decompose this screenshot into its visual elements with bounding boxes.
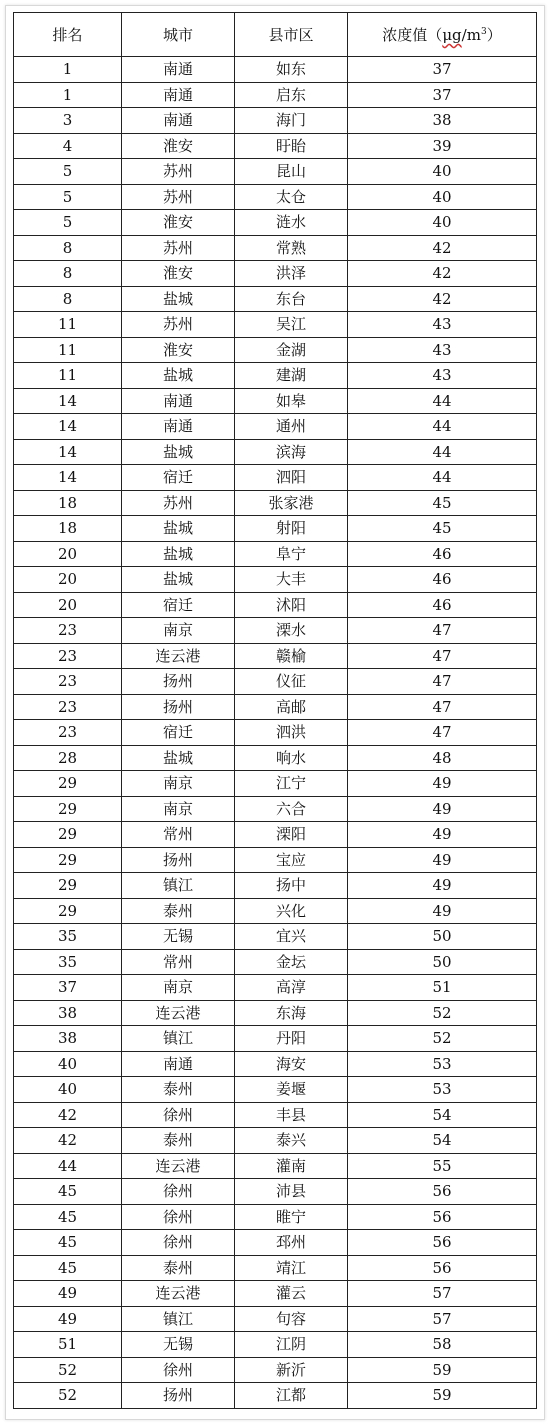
cell-rank: 35: [14, 949, 122, 975]
cell-rank: 28: [14, 745, 122, 771]
cell-value: 46: [348, 592, 537, 618]
table-row: [14, 159, 537, 185]
table-row: [14, 1153, 537, 1179]
cell-district: 高淳: [235, 975, 348, 1001]
cell-district: 扬中: [235, 873, 348, 899]
cell-value: 38: [348, 108, 537, 134]
cell-rank: 38: [14, 1000, 122, 1026]
cell-value: 54: [348, 1102, 537, 1128]
cell-value: 44: [348, 388, 537, 414]
table-row: [14, 1281, 537, 1307]
cell-district: 泗洪: [235, 720, 348, 746]
cell-rank: 45: [14, 1204, 122, 1230]
cell-city: 镇江: [122, 1306, 235, 1332]
cell-city: 镇江: [122, 1026, 235, 1052]
table-row: [14, 1102, 537, 1128]
cell-district: 海安: [235, 1051, 348, 1077]
table-row: [14, 235, 537, 261]
header-row: [14, 13, 537, 57]
cell-value: 44: [348, 465, 537, 491]
cell-value: 52: [348, 1026, 537, 1052]
table-row: [14, 388, 537, 414]
cell-value: 42: [348, 235, 537, 261]
cell-city: 南京: [122, 796, 235, 822]
cell-city: 宿迁: [122, 720, 235, 746]
header-value: [348, 13, 537, 57]
cell-city: 连云港: [122, 643, 235, 669]
cell-rank: 14: [14, 465, 122, 491]
table-row: [14, 643, 537, 669]
cell-value: 50: [348, 949, 537, 975]
cell-value: 37: [348, 82, 537, 108]
cell-value: 40: [348, 184, 537, 210]
cell-city: 连云港: [122, 1281, 235, 1307]
cell-district: 六合: [235, 796, 348, 822]
cell-rank: 40: [14, 1051, 122, 1077]
cell-district: 东台: [235, 286, 348, 312]
cell-city: 盐城: [122, 541, 235, 567]
cell-district: 江都: [235, 1383, 348, 1409]
cell-value: 44: [348, 414, 537, 440]
cell-rank: 5: [14, 159, 122, 185]
cell-value: 55: [348, 1153, 537, 1179]
cell-district: 新沂: [235, 1357, 348, 1383]
table-row: [14, 1026, 537, 1052]
cell-rank: 1: [14, 82, 122, 108]
cell-value: 39: [348, 133, 537, 159]
cell-city: 南通: [122, 414, 235, 440]
cell-city: 淮安: [122, 133, 235, 159]
cell-value: 49: [348, 771, 537, 797]
cell-city: 淮安: [122, 210, 235, 236]
table-row: [14, 363, 537, 389]
cell-rank: 29: [14, 847, 122, 873]
cell-district: 泰兴: [235, 1128, 348, 1154]
cell-city: 苏州: [122, 490, 235, 516]
cell-city: 扬州: [122, 694, 235, 720]
cell-city: 盐城: [122, 567, 235, 593]
cell-district: 句容: [235, 1306, 348, 1332]
header-value-unit-mu: μg: [442, 26, 462, 44]
cell-city: 宿迁: [122, 592, 235, 618]
cell-rank: 40: [14, 1077, 122, 1103]
cell-district: 启东: [235, 82, 348, 108]
cell-district: 灌南: [235, 1153, 348, 1179]
cell-rank: 52: [14, 1383, 122, 1409]
cell-rank: 29: [14, 822, 122, 848]
cell-value: 56: [348, 1179, 537, 1205]
cell-district: 涟水: [235, 210, 348, 236]
table-row: [14, 1000, 537, 1026]
cell-rank: 42: [14, 1102, 122, 1128]
cell-district: 张家港: [235, 490, 348, 516]
cell-city: 淮安: [122, 261, 235, 287]
table-row: [14, 873, 537, 899]
cell-district: 高邮: [235, 694, 348, 720]
table-row: [14, 439, 537, 465]
cell-rank: 11: [14, 312, 122, 338]
table-row: [14, 949, 537, 975]
cell-rank: 11: [14, 363, 122, 389]
cell-rank: 11: [14, 337, 122, 363]
table-row: [14, 312, 537, 338]
table-row: [14, 465, 537, 491]
table-row: [14, 1255, 537, 1281]
cell-district: 常熟: [235, 235, 348, 261]
cell-value: 59: [348, 1357, 537, 1383]
cell-rank: 18: [14, 516, 122, 542]
cell-rank: 42: [14, 1128, 122, 1154]
cell-rank: 44: [14, 1153, 122, 1179]
cell-district: 仪征: [235, 669, 348, 695]
table-row: [14, 1179, 537, 1205]
table-row: [14, 1383, 537, 1409]
cell-city: 泰州: [122, 1128, 235, 1154]
table-row: [14, 490, 537, 516]
cell-district: 兴化: [235, 898, 348, 924]
table-row: [14, 745, 537, 771]
table-row: [14, 924, 537, 950]
cell-value: 56: [348, 1255, 537, 1281]
cell-rank: 14: [14, 414, 122, 440]
table-row: [14, 516, 537, 542]
cell-rank: 8: [14, 261, 122, 287]
cell-rank: 51: [14, 1332, 122, 1358]
cell-value: 49: [348, 847, 537, 873]
table-row: [14, 286, 537, 312]
cell-district: 灌云: [235, 1281, 348, 1307]
cell-value: 50: [348, 924, 537, 950]
cell-district: 江宁: [235, 771, 348, 797]
header-value-unit-rest: /m: [461, 26, 481, 44]
cell-value: 43: [348, 337, 537, 363]
cell-value: 43: [348, 363, 537, 389]
cell-city: 南通: [122, 82, 235, 108]
cell-city: 南京: [122, 771, 235, 797]
cell-city: 徐州: [122, 1179, 235, 1205]
cell-city: 南京: [122, 618, 235, 644]
cell-rank: 14: [14, 439, 122, 465]
cell-rank: 35: [14, 924, 122, 950]
cell-value: 47: [348, 694, 537, 720]
cell-city: 盐城: [122, 745, 235, 771]
cell-city: 宿迁: [122, 465, 235, 491]
table-row: [14, 184, 537, 210]
cell-district: 滨海: [235, 439, 348, 465]
cell-city: 徐州: [122, 1102, 235, 1128]
cell-district: 昆山: [235, 159, 348, 185]
cell-district: 盱眙: [235, 133, 348, 159]
cell-district: 建湖: [235, 363, 348, 389]
cell-value: 47: [348, 669, 537, 695]
table-row: [14, 337, 537, 363]
cell-value: 56: [348, 1230, 537, 1256]
cell-value: 42: [348, 261, 537, 287]
cell-district: 溧阳: [235, 822, 348, 848]
cell-district: 响水: [235, 745, 348, 771]
cell-value: 44: [348, 439, 537, 465]
table-row: [14, 210, 537, 236]
cell-district: 射阳: [235, 516, 348, 542]
table-row: [14, 1128, 537, 1154]
cell-district: 宜兴: [235, 924, 348, 950]
cell-district: 邳州: [235, 1230, 348, 1256]
cell-city: 扬州: [122, 1383, 235, 1409]
table-row: [14, 822, 537, 848]
cell-value: 46: [348, 541, 537, 567]
header-city: 城市: [122, 13, 235, 57]
table-row: [14, 771, 537, 797]
cell-value: 49: [348, 898, 537, 924]
cell-rank: 45: [14, 1179, 122, 1205]
cell-rank: 45: [14, 1230, 122, 1256]
cell-value: 51: [348, 975, 537, 1001]
table-row: [14, 720, 537, 746]
cell-city: 无锡: [122, 924, 235, 950]
header-value-prefix: 浓度值（: [382, 26, 443, 44]
cell-city: 连云港: [122, 1153, 235, 1179]
cell-value: 53: [348, 1077, 537, 1103]
cell-district: 如东: [235, 57, 348, 83]
cell-rank: 4: [14, 133, 122, 159]
cell-rank: 14: [14, 388, 122, 414]
table-row: [14, 1332, 537, 1358]
cell-city: 盐城: [122, 286, 235, 312]
cell-city: 南通: [122, 1051, 235, 1077]
cell-value: 49: [348, 873, 537, 899]
cell-district: 洪泽: [235, 261, 348, 287]
cell-value: 49: [348, 822, 537, 848]
cell-value: 37: [348, 57, 537, 83]
cell-rank: 23: [14, 618, 122, 644]
cell-city: 南通: [122, 108, 235, 134]
cell-district: 如皋: [235, 388, 348, 414]
cell-district: 丹阳: [235, 1026, 348, 1052]
cell-rank: 29: [14, 771, 122, 797]
cell-city: 苏州: [122, 312, 235, 338]
cell-value: 49: [348, 796, 537, 822]
table-row: [14, 592, 537, 618]
cell-value: 47: [348, 720, 537, 746]
table-row: [14, 82, 537, 108]
cell-district: 赣榆: [235, 643, 348, 669]
cell-district: 阜宁: [235, 541, 348, 567]
cell-district: 沭阳: [235, 592, 348, 618]
cell-rank: 49: [14, 1281, 122, 1307]
cell-value: 47: [348, 643, 537, 669]
cell-value: 52: [348, 1000, 537, 1026]
cell-value: 56: [348, 1204, 537, 1230]
cell-rank: 8: [14, 286, 122, 312]
cell-value: 57: [348, 1306, 537, 1332]
table-row: [14, 261, 537, 287]
cell-value: 57: [348, 1281, 537, 1307]
table-row: [14, 694, 537, 720]
table-row: [14, 541, 537, 567]
cell-rank: 5: [14, 210, 122, 236]
cell-city: 常州: [122, 822, 235, 848]
cell-city: 扬州: [122, 669, 235, 695]
table-row: [14, 108, 537, 134]
cell-rank: 29: [14, 873, 122, 899]
cell-rank: 8: [14, 235, 122, 261]
cell-city: 徐州: [122, 1230, 235, 1256]
table-row: [14, 669, 537, 695]
table-row: [14, 796, 537, 822]
cell-rank: 23: [14, 643, 122, 669]
cell-value: 48: [348, 745, 537, 771]
cell-district: 睢宁: [235, 1204, 348, 1230]
cell-city: 苏州: [122, 235, 235, 261]
cell-district: 东海: [235, 1000, 348, 1026]
cell-city: 南通: [122, 388, 235, 414]
cell-rank: 20: [14, 592, 122, 618]
cell-rank: 29: [14, 796, 122, 822]
cell-rank: 18: [14, 490, 122, 516]
cell-rank: 29: [14, 898, 122, 924]
cell-city: 常州: [122, 949, 235, 975]
cell-value: 40: [348, 210, 537, 236]
cell-rank: 45: [14, 1255, 122, 1281]
table-row: [14, 1230, 537, 1256]
cell-city: 南京: [122, 975, 235, 1001]
cell-rank: 20: [14, 567, 122, 593]
cell-city: 泰州: [122, 1255, 235, 1281]
table-row: [14, 1204, 537, 1230]
cell-city: 泰州: [122, 1077, 235, 1103]
cell-rank: 38: [14, 1026, 122, 1052]
cell-rank: 20: [14, 541, 122, 567]
cell-city: 连云港: [122, 1000, 235, 1026]
table-row: [14, 847, 537, 873]
cell-rank: 37: [14, 975, 122, 1001]
table-row: [14, 1051, 537, 1077]
cell-city: 扬州: [122, 847, 235, 873]
cell-value: 45: [348, 490, 537, 516]
table-row: [14, 975, 537, 1001]
cell-city: 盐城: [122, 439, 235, 465]
header-district: 县市区: [235, 13, 348, 57]
cell-city: 无锡: [122, 1332, 235, 1358]
cell-value: 54: [348, 1128, 537, 1154]
cell-rank: 5: [14, 184, 122, 210]
cell-city: 淮安: [122, 337, 235, 363]
table-row: [14, 133, 537, 159]
cell-value: 53: [348, 1051, 537, 1077]
cell-value: 40: [348, 159, 537, 185]
cell-district: 吴江: [235, 312, 348, 338]
cell-value: 43: [348, 312, 537, 338]
table-row: [14, 57, 537, 83]
cell-city: 徐州: [122, 1204, 235, 1230]
cell-value: 46: [348, 567, 537, 593]
table-row: [14, 1357, 537, 1383]
cell-city: 盐城: [122, 363, 235, 389]
cell-district: 大丰: [235, 567, 348, 593]
cell-rank: 52: [14, 1357, 122, 1383]
cell-district: 宝应: [235, 847, 348, 873]
ranking-table: [13, 12, 537, 1409]
cell-district: 丰县: [235, 1102, 348, 1128]
cell-district: 姜堰: [235, 1077, 348, 1103]
cell-city: 盐城: [122, 516, 235, 542]
cell-city: 泰州: [122, 898, 235, 924]
cell-district: 通州: [235, 414, 348, 440]
cell-district: 靖江: [235, 1255, 348, 1281]
cell-district: 太仓: [235, 184, 348, 210]
cell-rank: 23: [14, 720, 122, 746]
cell-rank: 23: [14, 669, 122, 695]
table-row: [14, 898, 537, 924]
cell-city: 南通: [122, 57, 235, 83]
cell-district: 泗阳: [235, 465, 348, 491]
cell-value: 42: [348, 286, 537, 312]
header-rank: 排名: [14, 13, 122, 57]
cell-district: 江阴: [235, 1332, 348, 1358]
cell-district: 金湖: [235, 337, 348, 363]
header-value-suffix: ）: [486, 26, 502, 44]
header-value-unit-sup: 3: [480, 27, 487, 37]
table-row: [14, 1077, 537, 1103]
table-row: [14, 1306, 537, 1332]
cell-value: 47: [348, 618, 537, 644]
cell-city: 苏州: [122, 159, 235, 185]
table-row: [14, 567, 537, 593]
table-row: [14, 618, 537, 644]
cell-city: 镇江: [122, 873, 235, 899]
cell-value: 59: [348, 1383, 537, 1409]
table-row: [14, 414, 537, 440]
cell-rank: 3: [14, 108, 122, 134]
cell-value: 58: [348, 1332, 537, 1358]
cell-value: 45: [348, 516, 537, 542]
cell-district: 沛县: [235, 1179, 348, 1205]
cell-city: 徐州: [122, 1357, 235, 1383]
cell-city: 苏州: [122, 184, 235, 210]
cell-district: 溧水: [235, 618, 348, 644]
table-body: [14, 57, 537, 1409]
cell-district: 海门: [235, 108, 348, 134]
cell-rank: 49: [14, 1306, 122, 1332]
cell-district: 金坛: [235, 949, 348, 975]
cell-rank: 1: [14, 57, 122, 83]
cell-rank: 23: [14, 694, 122, 720]
